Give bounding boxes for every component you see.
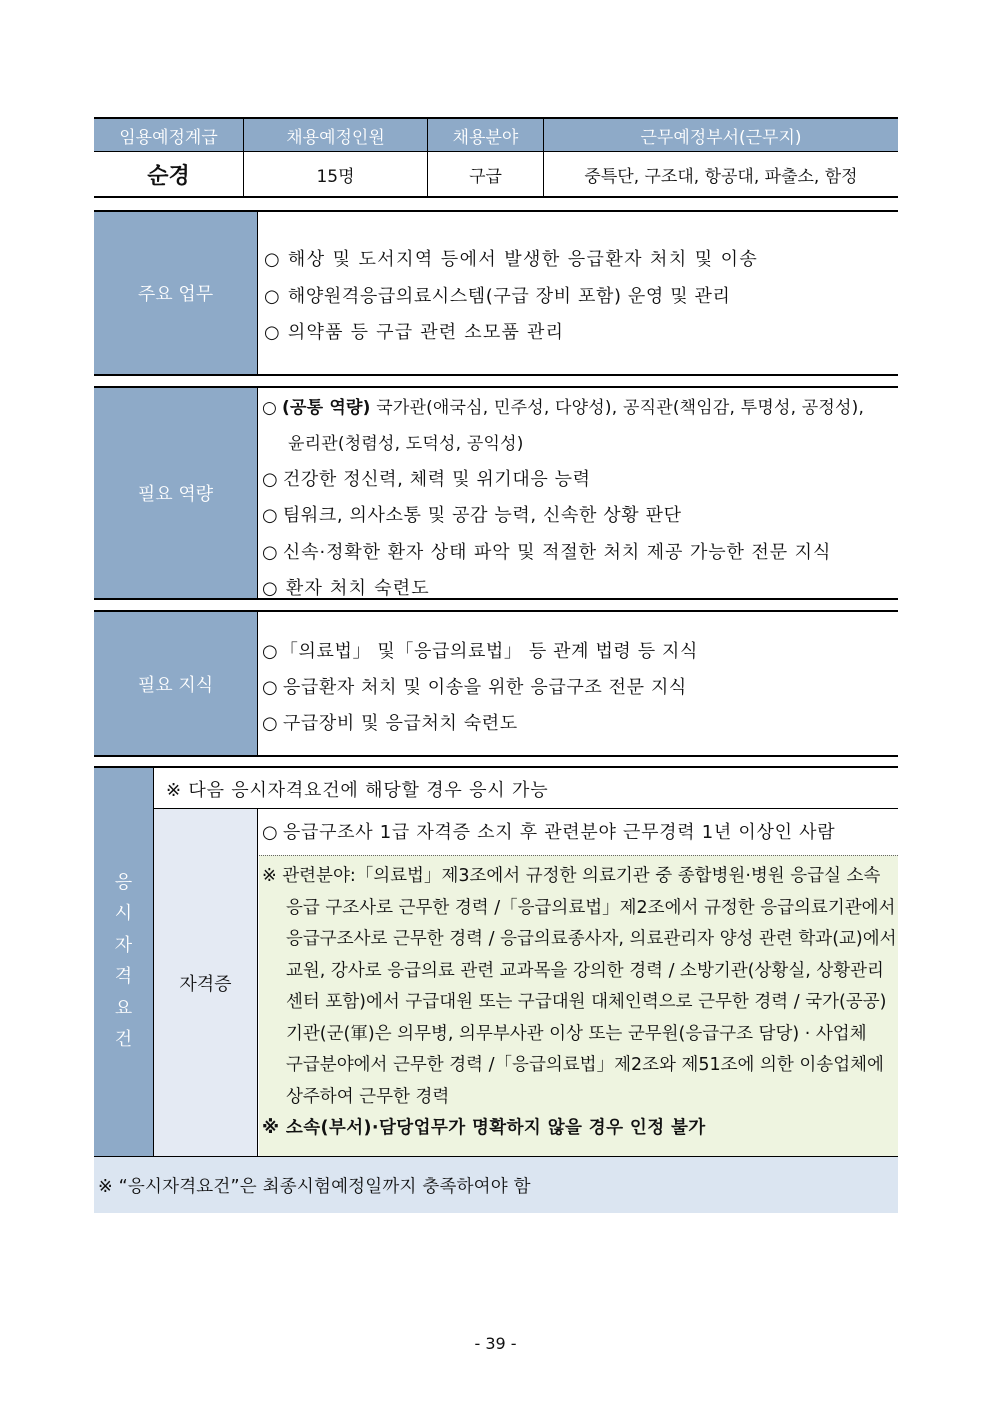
note-bold-line: ※ 소속(부서)·담당업무가 명확하지 않을 경우 인정 불가 <box>262 1118 706 1138</box>
value-field: 구급 <box>428 152 544 196</box>
circle-icon: ○ <box>262 469 278 490</box>
summary-header-row <box>94 119 898 151</box>
circle-icon: ○ <box>264 286 280 307</box>
duties-label: 주요 업무 <box>94 212 258 374</box>
circle-icon: ○ <box>262 641 278 662</box>
related-field-note <box>259 855 898 1156</box>
competency-section <box>94 386 898 600</box>
competency-item-continuation: 윤리관(청렴성, 도덕성, 공익성) <box>288 434 524 454</box>
certificate-requirement: ○ 응급구조사 1급 자격증 소지 후 관련분야 근무경력 1년 이상인 사람 <box>262 822 836 843</box>
intro-divider <box>154 808 898 809</box>
note-line: 센터 포함)에서 구급대원 또는 구급대원 대체인력으로 근무한 경력 / 국가(공공) <box>286 992 887 1012</box>
circle-icon: ○ <box>262 822 278 843</box>
competency-item: ○ 건강한 정신력, 체력 및 위기대응 능력 <box>262 469 591 490</box>
note-line: 상주하여 근무한 경력 <box>286 1086 450 1107</box>
footer-note-text: ※ “응시자격요건”은 최종시험예정일까지 충족하여야 함 <box>98 1176 531 1197</box>
circle-icon: ○ <box>262 578 278 599</box>
duties-section <box>94 210 898 376</box>
knowledge-item: ○ 「의료법」 및「응급의료법」 등 관계 법령 등 지식 <box>262 641 699 662</box>
circle-icon: ○ <box>264 249 280 270</box>
certificate-label: 자격증 <box>154 809 258 1156</box>
note-line: 응급구조사로 근무한 경력 / 응급의료종사자, 의료관리자 양성 관련 학과(교)에서 <box>286 929 897 949</box>
circle-icon: ○ <box>262 713 278 734</box>
header-headcount: 채용예정인원 <box>244 119 428 151</box>
competency-item: ○ 팀워크, 의사소통 및 공감 능력, 신속한 상황 판단 <box>262 505 682 526</box>
note-line: 기관(군(軍)은 의무병, 의무부사관 이상 또는 군무원(응급구조 담당) · 사업체 <box>286 1023 867 1044</box>
note-line: 구급분야에서 근무한 경력 /「응급의료법」제2조와 제51조에 의한 이송업체에 <box>286 1055 884 1075</box>
eligibility-intro: ※ 다음 응시자격요건에 해당할 경우 응시 가능 <box>166 780 549 801</box>
circle-icon: ○ <box>262 542 278 563</box>
header-rank: 임용예정계급 <box>94 119 244 151</box>
competency-item: ○ 환자 처치 숙련도 <box>262 578 430 599</box>
knowledge-item: ○ 응급환자 처치 및 이송을 위한 응급구조 전문 지식 <box>262 677 687 698</box>
circle-icon: ○ <box>262 677 278 698</box>
duty-item: ○ 해상 및 도서지역 등에서 발생한 응급환자 처치 및 이송 <box>264 249 759 270</box>
eligibility-top-border <box>94 766 898 768</box>
circle-icon: ○ <box>262 398 278 418</box>
vertical-char: 요 <box>114 997 133 1019</box>
knowledge-item: ○ 구급장비 및 응급처치 숙련도 <box>262 713 518 734</box>
value-headcount: 15명 <box>244 152 428 196</box>
note-line: 교원, 강사로 응급의료 관련 교과목을 강의한 경력 / 소방기관(상황실, 상황관리 <box>286 960 884 981</box>
header-field: 채용분야 <box>428 119 544 151</box>
competency-item: ○ 신속·정확한 환자 상태 파악 및 적절한 처치 제공 가능한 전문 지식 <box>262 542 832 563</box>
value-rank: 순경 <box>94 152 244 196</box>
competency-item: ○ (공통 역량) 국가관(애국심, 민주성, 다양성), 공직관(책임감, 투명성, 공정성), <box>262 398 865 418</box>
vertical-char: 건 <box>114 1029 133 1050</box>
note-line: 응급 구조사로 근무한 경력 /「응급의료법」제2조에서 규정한 응급의료기관에서 <box>286 897 896 918</box>
vertical-char: 응 <box>114 871 133 893</box>
value-department: 중특단, 구조대, 항공대, 파출소, 함정 <box>584 166 858 187</box>
note-line: ※ 관련분야:「의료법」제3조에서 규정한 의료기관 중 종합병원·병원 응급실 소속 <box>262 866 881 886</box>
eligibility-vertical-label <box>94 768 154 1156</box>
competency-label: 필요 역량 <box>94 388 258 598</box>
page-number: - 39 - <box>474 1334 517 1353</box>
eligibility-section <box>94 766 898 1213</box>
circle-icon: ○ <box>264 322 280 343</box>
circle-icon: ○ <box>262 505 278 526</box>
vertical-char: 격 <box>114 966 133 987</box>
summary-table <box>94 117 898 200</box>
summary-value-row <box>94 151 898 198</box>
header-department: 근무예정부서(근무지) <box>544 119 898 151</box>
knowledge-section <box>94 610 898 757</box>
knowledge-label: 필요 지식 <box>94 612 258 755</box>
vertical-char: 시 <box>114 903 133 924</box>
eligibility-footer-note <box>94 1157 898 1213</box>
vertical-char: 자 <box>114 934 133 956</box>
duty-item: ○ 해양원격응급의료시스템(구급 장비 포함) 운영 및 관리 <box>264 286 731 307</box>
duty-item: ○ 의약품 등 구급 관련 소모품 관리 <box>264 322 565 343</box>
